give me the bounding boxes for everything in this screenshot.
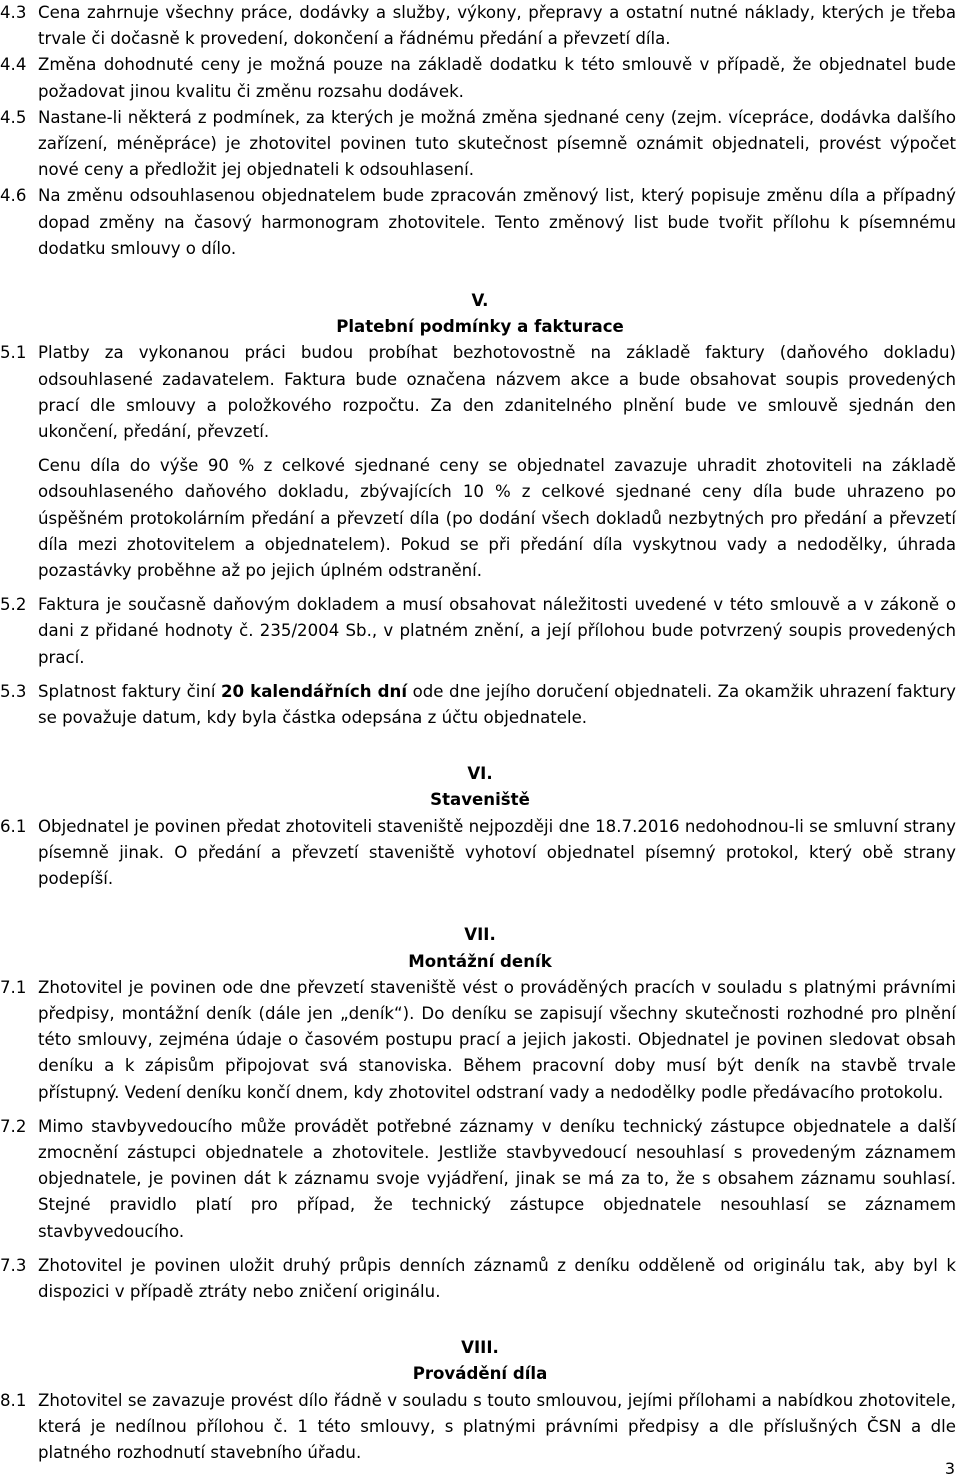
paragraph-8-1 — [0, 1388, 960, 1467]
paragraph-number: 5.2 — [0, 595, 27, 615]
paragraph-text: Zhotovitel je povinen uložit druhý průpis denních záznamů z deníku odděleně od originálu tak, aby byl k dispozici v případě ztráty nebo zničení originálu. — [38, 1255, 956, 1301]
section-heading-v — [0, 288, 960, 340]
section-roman-numeral: VIII. — [461, 1338, 499, 1358]
paragraph-7-3 — [0, 1253, 960, 1305]
paragraph-4-3 — [0, 0, 960, 52]
section-roman-numeral: VI. — [467, 764, 493, 784]
section-title: Provádění díla — [412, 1364, 548, 1384]
paragraph-4-4 — [0, 52, 960, 104]
section-title: Montážní deník — [408, 951, 552, 971]
paragraph-number: 4.6 — [0, 186, 27, 206]
section-roman-numeral: V. — [471, 291, 489, 311]
paragraph-text: Změna dohodnuté ceny je možná pouze na základě dodatku k této smlouvě v případě, že objednatel bude požadovat jinou kvalitu či změnu rozsahu dodávek. — [38, 55, 956, 101]
section-roman-numeral: VII. — [464, 925, 496, 945]
section-title: Staveniště — [430, 790, 530, 810]
page-number: 3 — [944, 1459, 955, 1478]
paragraph-text-end: ode dne jejího doručení objednateli. Za okamžik uhrazení faktury se považuje datum, kdy byla částka odepsána z účtu objednatele. — [38, 681, 956, 728]
paragraph-number: 5.1 — [0, 343, 27, 363]
section-heading-viii — [0, 1335, 960, 1387]
paragraph-7-2 — [0, 1114, 960, 1245]
paragraph-number: 4.5 — [0, 107, 27, 127]
paragraph-number: 7.1 — [0, 977, 27, 997]
paragraph-4-5 — [0, 105, 960, 184]
paragraph-text: Nastane-li některá z podmínek, za kterých je možná změna sjednané ceny (zejm. vícepráce, dodávka dalšího zařízení, méněpráce) je zhotovitel povinen tuto skutečnost písemně oznámit objednateli, provést výpočet nové ceny a předložit jej objednateli k odsouhlasení. — [38, 107, 956, 180]
paragraph-number: 6.1 — [0, 816, 27, 836]
paragraph-text: Mimo stavbyvedoucího může provádět potřebné záznamy v deníku technický zástupce objednatele a další zmocnění zástupci objednatele a zhotovitele. Jestliže stavbyvedoucí nesouhlasí s provedeným záznamem objednatele, je povinen dát k záznamu svoje vyjádření, jinak se má za to, že s obsahem záznamu souhlasí. Stejné pravidlo platí pro případ, že technický zástupce objednatele nesouhlasí se záznamem stavbyvedoucího. — [38, 1116, 956, 1241]
paragraph-number: 4.3 — [0, 3, 27, 22]
paragraph-text: Zhotovitel se zavazuje provést dílo řádně v souladu s touto smlouvou, jejími přílohami a nabídkou zhotovitele, která je nedílnou přílohou č. 1 této smlouvy, s platnými právními předpisy a dle příslušných ČSN a dle platného rozhodnutí stavebního úřadu. — [38, 1390, 956, 1462]
paragraph-text: Faktura je současně daňovým dokladem a musí obsahovat náležitosti uvedené v této smlouvě a v zákoně o dani z přidané hodnoty č. 235/2004 Sb., v platném znění, a její přílohou bude potvrzený soupis provedených prací. — [38, 595, 956, 667]
paragraph-text: Zhotovitel je povinen ode dne převzetí staveniště vést o prováděných pracích v souladu s platnými právními předpisy, montážní deník (dále jen „deník“). Do deníku se zapisují všechny skutečnosti rozhodné pro plnění této smlouvy, zejména údaje o časovém postupu prací a jejich jakosti. Objednatel je povinen sledovat obsah deníku a k zápisům připojovat svá stanoviska. Během pracovní doby musí být deník na stavbě trvale přístupný. Vedení deníku končí dnem, kdy zhotovitel odstraní vady a nedodělky podle předávacího protokolu. — [38, 977, 956, 1102]
paragraph-number: 8.1 — [0, 1390, 27, 1410]
payment-term-bold: 20 kalendářních dní — [221, 681, 408, 701]
paragraph-text: Cenu díla do výše 90 % z celkové sjednané ceny se objednatel zavazuje uhradit zhotoviteli na základě odsouhlaseného daňového dokladu, zbývajících 10 % z celkové sjednané ceny díla bude uhrazeno po úspěšném protokolárním předání a převzetí díla (po dodání všech dokladů nezbytných pro předání a převzetí díla mezi zhotovitelem a objednatelem). Pokud se při předání díla vyskytnou vady a nedodělky, úhrada pozastávky proběhne až po jejich úplném odstranění. — [38, 456, 956, 581]
paragraph-5-1 — [0, 340, 960, 445]
paragraph-5-2 — [0, 592, 960, 671]
section-title: Platební podmínky a fakturace — [336, 317, 624, 337]
paragraph-6-1 — [0, 814, 960, 893]
paragraph-4-6 — [0, 183, 960, 262]
paragraph-text: Na změnu odsouhlasenou objednatelem bude zpracován změnový list, který popisuje změnu díla a případný dopad změny na časový harmonogram zhotovitele. Tento změnový list bude tvořit přílohu k písemnému dodatku smlouvy o dílo. — [38, 186, 956, 258]
paragraph-text: Objednatel je povinen předat zhotoviteli staveniště nejpozději dne 18.7.2016 nedohodnou-li se smluvní strany písemně jinak. O předání a převzetí staveniště vyhotoví objednatel písemný protokol, který obě strany podepíší. — [38, 816, 956, 889]
section-heading-vi — [0, 761, 960, 813]
paragraph-7-1 — [0, 975, 960, 1106]
paragraph-5-3 — [0, 679, 960, 731]
paragraph-number: 7.3 — [0, 1255, 27, 1275]
section-heading-vii — [0, 922, 960, 974]
paragraph-number: 4.4 — [0, 55, 27, 75]
paragraph-5-1-continued — [0, 453, 960, 584]
paragraph-number: 5.3 — [0, 681, 27, 701]
paragraph-number: 7.2 — [0, 1116, 27, 1136]
paragraph-text-start: Splatnost faktury činí — [38, 681, 222, 701]
paragraph-text: Cena zahrnuje všechny práce, dodávky a služby, výkony, přepravy a ostatní nutné náklady, kterých je třeba trvale či dočasně k provedení, dokončení a řádnému předání a převzetí díla. — [38, 3, 956, 49]
paragraph-text: Platby za vykonanou práci budou probíhat bezhotovostně na základě faktury (daňového dokladu) odsouhlasené zadavatelem. Faktura bude označena názvem akce a bude obsahovat soupis provedených prací dle smlouvy a položkového rozpočtu. Za den zdanitelného plnění bude ve smlouvě sjednán den ukončení, předání, převzetí. — [38, 343, 956, 442]
